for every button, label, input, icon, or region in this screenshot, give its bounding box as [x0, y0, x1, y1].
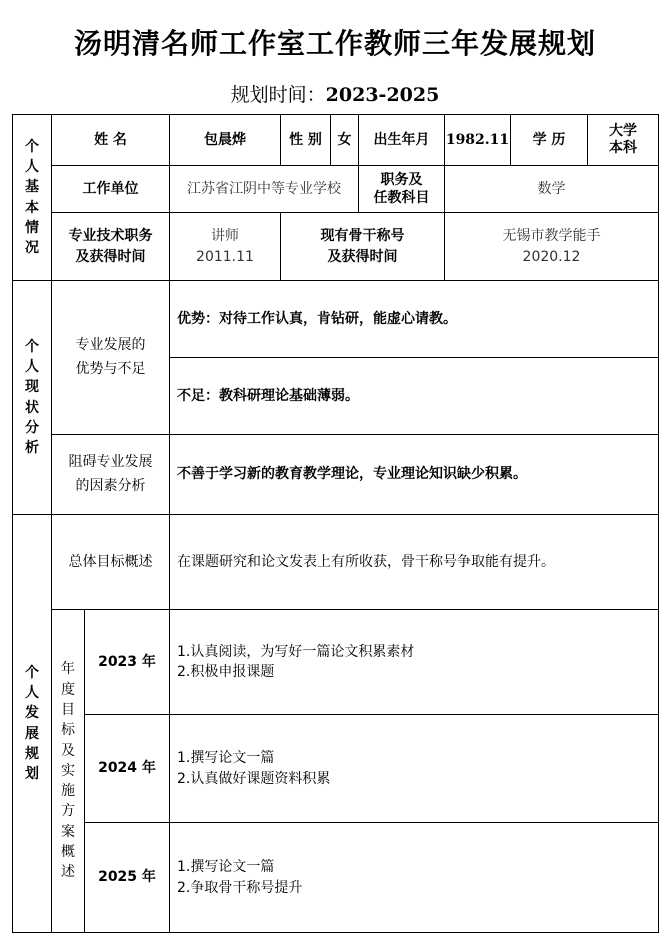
document-title: 汤明清名师工作室工作教师三年发展规划: [73, 27, 596, 60]
tech-title-value: 讲师 2011.11: [170, 213, 281, 281]
advantage-text: 优势：对待工作认真，肯钻研，能虚心请教。: [170, 281, 659, 358]
year-2023-plan: 1.认真阅读，为写好一篇论文积累素材 2.积极申报课题: [170, 610, 659, 715]
plan-form-table: [12, 114, 659, 933]
birth-label: 出生年月: [359, 115, 445, 166]
obstacle-text: 不善于学习新的教育教学理论，专业理论知识缺少积累。: [170, 435, 659, 515]
plan-time-value: 2023-2025: [325, 84, 440, 106]
section-development-plan: 个 人 发 展 规 划: [13, 515, 52, 933]
year-2025-label: 2025 年: [85, 823, 170, 933]
shortcoming-text: 不足：教科研理论基础薄弱。: [170, 358, 659, 435]
name-label: 姓 名: [52, 115, 170, 166]
gender-value: 女: [331, 115, 359, 166]
strength-weakness-label: 专业发展的 优势与不足: [52, 281, 170, 435]
section-status-analysis: 个 人 现 状 分 析: [13, 281, 52, 515]
overall-goal-text: 在课题研究和论文发表上有所收获，骨干称号争取能有提升。: [170, 515, 659, 610]
year-2025-plan: 1.撰写论文一篇 2.争取骨干称号提升: [170, 823, 659, 933]
year-2024-label: 2024 年: [85, 715, 170, 823]
duty-value: 数学: [445, 166, 659, 213]
obstacle-label: 阻碍专业发展 的因素分析: [52, 435, 170, 515]
education-label: 学 历: [511, 115, 588, 166]
work-unit-label: 工作单位: [52, 166, 170, 213]
backbone-title-value: 无锡市教学能手 2020.12: [445, 213, 659, 281]
year-2024-plan: 1.撰写论文一篇 2.认真做好课题资料积累: [170, 715, 659, 823]
work-unit-value: 江苏省江阴中等专业学校: [170, 166, 359, 213]
section-basic-info: 个 人 基 本 情 况: [13, 115, 52, 281]
plan-time-label: 规划时间：: [230, 84, 326, 106]
overall-goal-label: 总体目标概述: [52, 515, 170, 610]
gender-label: 性 别: [281, 115, 331, 166]
backbone-title-label: 现有骨干称号 及获得时间: [281, 213, 445, 281]
plan-time: [0, 80, 670, 107]
year-2023-label: 2023 年: [85, 610, 170, 715]
duty-label: 职务及 任教科目: [359, 166, 445, 213]
education-value: 大学 本科: [588, 115, 659, 166]
birth-value: 1982.11: [445, 115, 511, 166]
annual-plan-label: 年 度 目 标 及 实 施 方 案 概 述: [52, 610, 85, 933]
name-value: 包晨烨: [170, 115, 281, 166]
tech-title-label: 专业技术职务 及获得时间: [52, 213, 170, 281]
